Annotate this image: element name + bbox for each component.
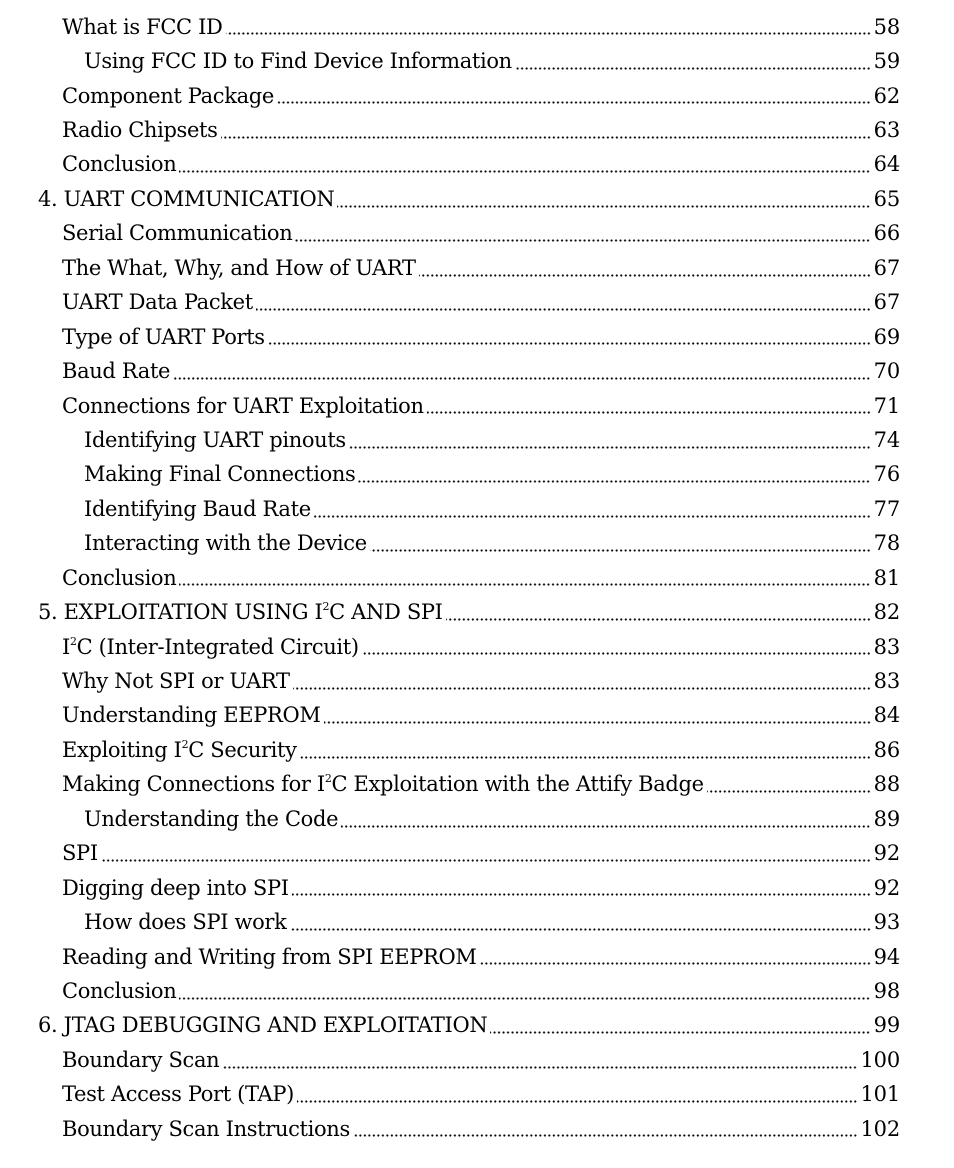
toc-section-entry[interactable]: [0, 733, 954, 767]
toc-subsection-entry[interactable]: [0, 44, 954, 78]
toc-entry-title: Identifying UART pinouts: [84, 427, 346, 452]
toc-entry-title: Boundary Scan: [62, 1047, 220, 1072]
toc-page-number: 69: [873, 324, 900, 349]
toc-subsection-entry[interactable]: [0, 905, 954, 939]
toc-entry-title: Identifying Baud Rate: [84, 496, 311, 521]
toc-entry-title: SPI: [62, 841, 98, 866]
toc-entry-title: Reading and Writing from SPI EEPROM: [62, 944, 477, 969]
toc-dot-leader: [292, 893, 871, 896]
toc-section-entry[interactable]: [0, 286, 954, 320]
toc-entry-title: Boundary Scan Instructions: [62, 1116, 350, 1141]
toc-page-number: 83: [873, 669, 900, 694]
toc-page-number: 83: [873, 634, 900, 659]
toc-page-number: 92: [873, 841, 900, 866]
toc-dot-leader: [446, 618, 871, 621]
toc-entry-title: UART Data Packet: [62, 290, 253, 315]
toc-dot-leader: [179, 170, 870, 173]
toc-section-entry[interactable]: [0, 699, 954, 733]
toc-page-number: 66: [873, 221, 900, 246]
toc-entry-title: Connections for UART Exploitation: [62, 393, 424, 418]
toc-entry-title: Baud Rate: [62, 359, 171, 384]
toc-entry-title: Digging deep into SPI: [62, 875, 289, 900]
toc-entry-title: Making Final Connections: [84, 462, 356, 487]
toc-dot-leader: [297, 1100, 858, 1103]
toc-section-entry[interactable]: [0, 1043, 954, 1077]
toc-page-number: 67: [873, 255, 900, 280]
toc-entry-title: Why Not SPI or UART: [62, 669, 290, 694]
toc-dot-leader: [480, 962, 871, 965]
toc-dot-leader: [707, 790, 871, 793]
toc-entry-title: Type of UART Ports: [62, 324, 265, 349]
toc-dot-leader: [295, 239, 870, 242]
toc-dot-leader: [300, 756, 871, 759]
toc-section-entry[interactable]: [0, 148, 954, 182]
toc-subsection-entry[interactable]: [0, 458, 954, 492]
toc-entry-title: Radio Chipsets: [62, 118, 218, 143]
toc-page-number: 81: [873, 565, 900, 590]
toc-dot-leader: [256, 308, 871, 311]
toc-section-entry[interactable]: [0, 113, 954, 147]
toc-entry-title: 4. UART COMMUNICATION: [38, 186, 335, 211]
toc-dot-leader: [101, 859, 871, 862]
toc-entry-title: Using FCC ID to Find Device Information: [84, 49, 512, 74]
toc-page-number: 70: [873, 359, 900, 384]
toc-section-entry[interactable]: [0, 837, 954, 871]
toc-page-number: 62: [873, 83, 900, 108]
toc-section-entry[interactable]: [0, 79, 954, 113]
toc-page-number: 99: [873, 1013, 900, 1038]
toc-dot-leader: [349, 446, 871, 449]
toc-subsection-entry[interactable]: [0, 802, 954, 836]
toc-dot-leader: [268, 342, 871, 345]
toc-dot-leader: [341, 825, 871, 828]
toc-page-number: 88: [873, 772, 900, 797]
toc-section-entry[interactable]: [0, 664, 954, 698]
toc-dot-leader: [222, 1066, 857, 1069]
toc-section-entry[interactable]: [0, 10, 954, 44]
toc-entry-title: Conclusion: [62, 978, 177, 1003]
toc-entry-title: How does SPI work: [84, 910, 287, 935]
toc-entry-title: What is FCC ID: [62, 14, 223, 39]
toc-entry-title: Component Package: [62, 83, 274, 108]
toc-entry-title: Exploiting $I^2C$ Security: [62, 737, 297, 762]
toc-dot-leader: [362, 652, 871, 655]
toc-entry-title: The What, Why, and How of UART: [62, 255, 416, 280]
toc-dot-leader: [173, 377, 871, 380]
toc-entry-title: Understanding the Code: [84, 806, 339, 831]
toc-section-entry[interactable]: [0, 251, 954, 285]
toc-section-entry[interactable]: [0, 320, 954, 354]
toc-section-entry[interactable]: [0, 871, 954, 905]
toc-chapter-entry[interactable]: [0, 1009, 954, 1043]
toc-entry-title: Conclusion: [62, 152, 177, 177]
toc-page-number: 63: [873, 118, 900, 143]
toc-dot-leader: [427, 411, 871, 414]
toc-page-number: 92: [873, 875, 900, 900]
toc-subsection-entry[interactable]: [0, 492, 954, 526]
toc-section-entry[interactable]: [0, 389, 954, 423]
toc-page-number: 78: [873, 531, 900, 556]
toc-section-entry[interactable]: [0, 1078, 954, 1112]
toc-page-number: 77: [873, 496, 900, 521]
toc-dot-leader: [337, 205, 870, 208]
toc-page-number: 74: [873, 427, 900, 452]
toc-section-entry[interactable]: [0, 217, 954, 251]
toc-page-number: 100: [860, 1047, 900, 1072]
toc-section-entry[interactable]: [0, 561, 954, 595]
toc-chapter-entry[interactable]: [0, 182, 954, 216]
toc-dot-leader: [226, 32, 871, 35]
toc-section-entry[interactable]: [0, 940, 954, 974]
toc-entry-title: Making Connections for $I^2C$ Exploitation with the Attify Badge: [62, 772, 704, 797]
toc-dot-leader: [370, 549, 871, 552]
toc-page-number: 89: [873, 806, 900, 831]
toc-page-number: 101: [860, 1082, 900, 1107]
toc-dot-leader: [358, 480, 870, 483]
toc-page-number: 71: [873, 393, 900, 418]
toc-dot-leader: [277, 101, 871, 104]
toc-page-number: 76: [873, 462, 900, 487]
toc-dot-leader: [353, 1134, 858, 1137]
toc-page-number: 84: [873, 703, 900, 728]
toc-section-entry[interactable]: [0, 1112, 954, 1146]
toc-dot-leader: [419, 274, 871, 277]
toc-page-number: 59: [873, 49, 900, 74]
toc-dot-leader: [490, 1031, 870, 1034]
toc-entry-title: Interacting with the Device: [84, 531, 367, 556]
toc-page-number: 67: [873, 290, 900, 315]
toc-page-number: 93: [873, 910, 900, 935]
toc-dot-leader: [293, 687, 871, 690]
toc-entry-title: 5. EXPLOITATION USING $I^2C$ AND SPI: [38, 600, 443, 625]
toc-section-entry[interactable]: [0, 974, 954, 1008]
toc-chapter-entry[interactable]: [0, 595, 954, 629]
toc-dot-leader: [290, 928, 871, 931]
toc-entry-title: Test Access Port (TAP): [62, 1082, 294, 1107]
toc-entry-title: 6. JTAG DEBUGGING AND EXPLOITATION: [38, 1013, 488, 1038]
toc-entry-title: Understanding EEPROM: [62, 703, 321, 728]
toc-section-entry[interactable]: [0, 630, 954, 664]
toc-page-number: 102: [860, 1116, 900, 1141]
toc-subsection-entry[interactable]: [0, 527, 954, 561]
toc-entry-title: $I^2C$ (Inter-Integrated Circuit): [62, 634, 359, 659]
toc-page-number: 65: [873, 186, 900, 211]
toc-dot-leader: [515, 67, 871, 70]
toc-page-number: 86: [873, 737, 900, 762]
toc-page-number: 82: [873, 600, 900, 625]
toc-section-entry[interactable]: [0, 354, 954, 388]
toc-page-number: 58: [873, 14, 900, 39]
table-of-contents: [0, 10, 954, 1146]
toc-section-entry[interactable]: [0, 768, 954, 802]
toc-dot-leader: [314, 515, 871, 518]
toc-dot-leader: [179, 583, 870, 586]
toc-page-number: 64: [873, 152, 900, 177]
toc-page-number: 98: [873, 978, 900, 1003]
toc-dot-leader: [221, 136, 871, 139]
toc-dot-leader: [179, 997, 870, 1000]
toc-page-number: 94: [873, 944, 900, 969]
toc-entry-title: Serial Communication: [62, 221, 293, 246]
toc-dot-leader: [324, 721, 871, 724]
toc-entry-title: Conclusion: [62, 565, 177, 590]
toc-subsection-entry[interactable]: [0, 423, 954, 457]
